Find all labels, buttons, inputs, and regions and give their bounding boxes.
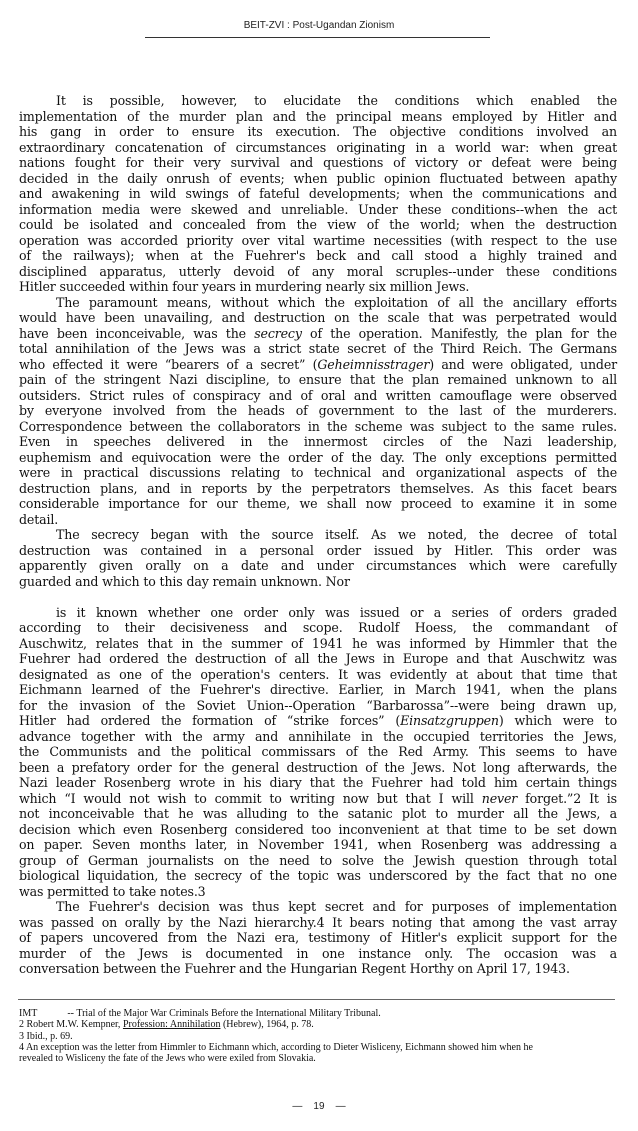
- footnote-1: [19, 1008, 619, 1019]
- footnote-3: 3 Ibid., p. 69.: [19, 1030, 73, 1042]
- text-line: his gang in order to ensure its execution. The objective conditions involved an: [19, 124, 617, 139]
- text-line: extraordinary concatenation of circumstances originating in a world war: when great: [19, 139, 617, 155]
- text-line: [19, 791, 617, 807]
- text-line: implementation of the murder plan and the principal means employed by Hitler and: [19, 108, 617, 124]
- text-line: nations fought for their very survival and questions of victory or defeat were being: [19, 155, 617, 170]
- text-line: decision which even Rosenberg considered too inconvenient at that time to be set down: [19, 821, 617, 837]
- text-line: was passed on orally by the Nazi hierarchy.4 It bears noting that among the vast array: [19, 914, 617, 930]
- text-line: by everyone involved from the heads of government to the last of the murderers.: [19, 403, 617, 418]
- italic-term: secrecy: [254, 325, 302, 341]
- footnote-text: (Hebrew), 1964, p. 78.: [220, 1019, 314, 1031]
- text-line: The secrecy began with the source itself. As we noted, the decree of total: [56, 527, 617, 542]
- footnote-text: 4 An exception was the letter from Himmler to Eichmann which, according to Dieter Wisliceny, Eichmann showed him when he: [19, 1041, 533, 1053]
- text-line: euphemism and equivocation were the order of the day. The only exceptions permitted: [19, 449, 617, 465]
- text-line: [19, 713, 617, 729]
- text-line: for the invasion of the Soviet Union--Operation “Barbarossa”--were being drawn up,: [19, 697, 617, 713]
- text-line: been a prefatory order for the general destruction of the Jews. Not long afterwards, the: [19, 759, 617, 775]
- text-span: ) and were obligated, under: [429, 356, 618, 372]
- text-line: Fuehrer had ordered the destruction of all the Jews in Europe and that Auschwitz was: [19, 651, 617, 666]
- footnote-book-title: Profession: Annihilation: [122, 1019, 221, 1031]
- italic-term: Einsatzgruppen: [400, 713, 499, 728]
- text-line: destruction was contained in a personal order issued by Hitler. This order was: [19, 542, 617, 558]
- text-line: were in practical discussions relating to technical and organizational aspects of the: [19, 465, 617, 480]
- text-line: murder of the Jews is documented in one instance only. The occasion was a: [19, 945, 617, 961]
- text-line: according to their decisiveness and scope. Rudolf Hoess, the commandant of: [19, 620, 617, 635]
- footnote-2: [19, 1019, 619, 1030]
- text-line: information media were skewed and unreliable. Under these conditions--when the act: [19, 201, 617, 217]
- text-line: Hitler succeeded within four years in murdering nearly six million Jews.: [19, 279, 470, 294]
- header-rule: [145, 37, 490, 38]
- text-line: was permitted to take notes.3: [19, 883, 206, 899]
- text-line: pain of the stringent Nazi discipline, to ensure that the plan remained unknown to all: [19, 372, 617, 387]
- text-line: and awakening in wild swings of fateful developments; when the communications and: [19, 186, 617, 201]
- text-line: biological liquidation, the secrecy of the topic was underscored by the fact that no one: [19, 868, 617, 883]
- text-line: [19, 326, 617, 342]
- text-span: have been inconceivable, was the: [19, 325, 255, 341]
- footnote-text: 2 Robert M.W. Kempner,: [19, 1019, 123, 1031]
- text-span: Hitler had ordered the formation of “strike forces” (: [19, 713, 401, 728]
- body-text: [19, 93, 617, 977]
- text-line: designated as one of the operation's centers. It was evidently at about that time that: [19, 666, 617, 682]
- text-line: [19, 357, 617, 373]
- footnote-rule: [18, 999, 615, 1000]
- text-line: operation was accorded priority over vital wartime necessities (with respect to the use: [19, 232, 617, 248]
- running-header: BEIT-ZVI : Post-Ugandan Zionism: [243, 20, 395, 31]
- text-line: The Fuehrer's decision was thus kept secret and for purposes of implementation: [56, 899, 617, 914]
- text-line: decided in the daily onrush of events; when public opinion fluctuated between apathy: [19, 170, 617, 186]
- text-line: on paper. Seven months later, in November 1941, when Rosenberg was addressing a: [19, 837, 617, 852]
- italic-term: Geheimnisstrager: [317, 356, 430, 372]
- text-line: advance together with the army and annihilate in the occupied territories the Jews,: [19, 728, 617, 744]
- text-line: considerable importance for our theme, we shall now proceed to examine it in some: [19, 496, 617, 511]
- text-line: conversation between the Fuehrer and the Hungarian Regent Horthy on April 17, 1943.: [19, 961, 570, 976]
- text-span: which “I would not wish to commit to writing now but that I will: [19, 790, 482, 806]
- text-line: Even in speeches delivered in the innermost circles of the Nazi leadership,: [19, 434, 617, 449]
- italic-term: never: [481, 790, 518, 806]
- text-span: forget.”2 It is: [517, 790, 617, 806]
- text-line: It is possible, however, to elucidate the conditions which enabled the: [56, 93, 617, 108]
- text-span: of the operation. Manifestly, the plan for the: [301, 325, 617, 341]
- footnote-text: revealed to Wisliceny the fate of the Jews who were exiled from Slovakia.: [19, 1053, 316, 1065]
- text-line: guarded and which to this day remain unknown. Nor: [19, 573, 350, 589]
- text-span: ) which were to: [498, 713, 618, 728]
- text-line: detail.: [19, 511, 59, 527]
- text-line: The paramount means, without which the exploitation of all the ancillary efforts: [56, 294, 617, 310]
- text-line: of the railways); when at the Fuehrer's beck and call stood a highly trained and: [19, 248, 617, 263]
- text-line: total annihilation of the Jews was a strict state secret of the Third Reich. The Germans: [19, 341, 617, 356]
- text-span: who effected it were “bearers of a secret” (: [19, 356, 318, 372]
- text-line: could be isolated and concealed from the view of the world; when the destruction: [19, 217, 617, 232]
- page-number: — 19 —: [292, 1101, 346, 1112]
- footnote-4: [19, 1042, 619, 1065]
- text-line: Nazi leader Rosenberg wrote in his diary that the Fuehrer had told him certain things: [19, 775, 617, 790]
- footnotes: [19, 1008, 619, 1064]
- footnote-text: -- Trial of the Major War Criminals Before the International Military Tribunal.: [67, 1008, 381, 1019]
- text-line: disciplined apparatus, utterly devoid of any moral scruples--under these conditions: [19, 263, 617, 279]
- text-line: destruction plans, and in reports by the perpetrators themselves. As this facet bears: [19, 480, 617, 496]
- text-line: not inconceivable that he was alluding to the satanic plot to murder all the Jews, a: [19, 806, 617, 821]
- text-line: Auschwitz, relates that in the summer of 1941 he was informed by Himmler that the: [19, 635, 617, 651]
- text-line: the Communists and the political commissars of the Red Army. This seems to have: [19, 744, 617, 759]
- footnote-marker: IMT: [19, 1008, 38, 1019]
- text-line: is it known whether one order only was issued or a series of orders graded: [56, 604, 617, 620]
- text-line: Eichmann learned of the Fuehrer's directive. Earlier, in March 1941, when the plans: [19, 682, 617, 697]
- paragraph-gap: [19, 589, 617, 605]
- text-line: apparently given orally on a date and under circumstances which were carefully: [19, 558, 617, 573]
- text-line: outsiders. Strict rules of conspiracy and of oral and written camouflage were observed: [19, 387, 617, 403]
- text-line: would have been unavailing, and destruction on the scale that was perpetrated would: [19, 310, 617, 325]
- text-line: of papers uncovered from the Nazi era, testimony of Hitler's explicit support for the: [19, 930, 617, 945]
- text-line: group of German journalists on the need to solve the Jewish question through total: [19, 852, 617, 868]
- text-line: Correspondence between the collaborators in the scheme was subject to the same rules.: [19, 418, 617, 434]
